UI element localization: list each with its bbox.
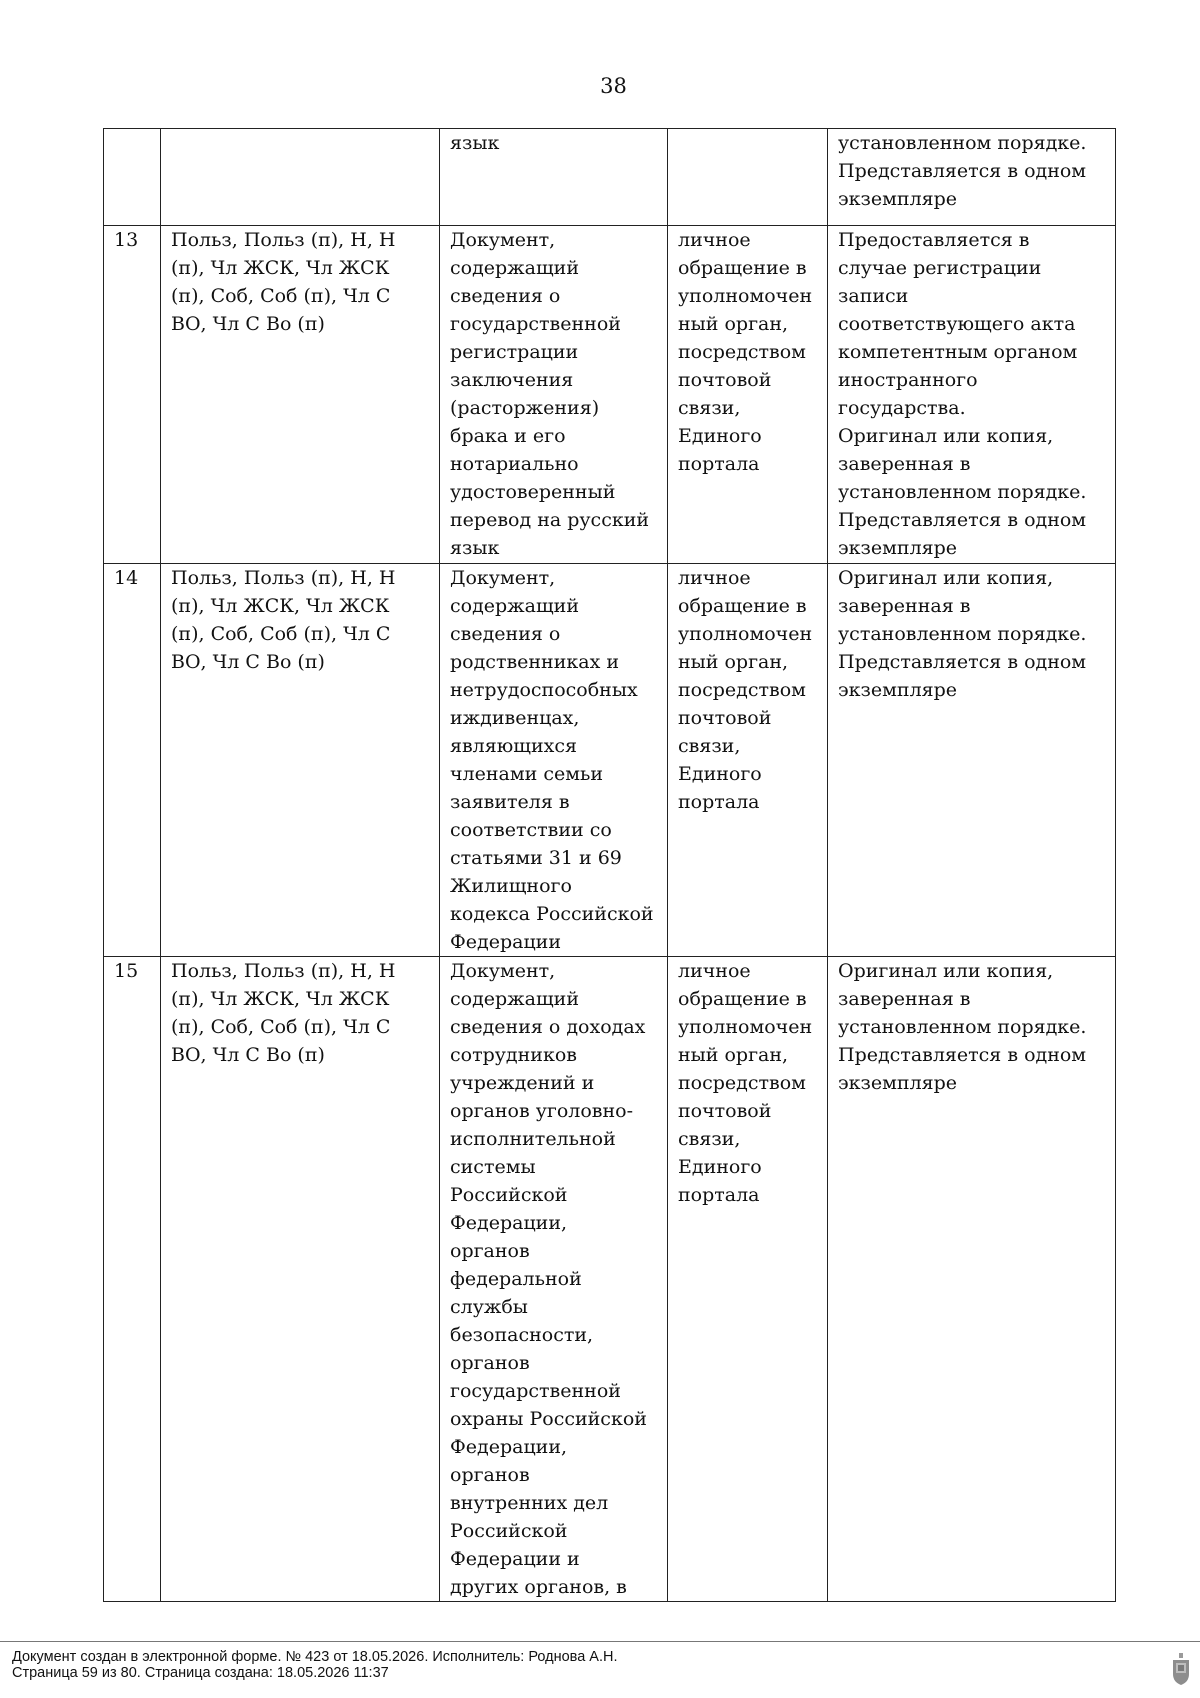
table-row: [104, 226, 1116, 564]
table-row: [104, 957, 1116, 1602]
row-number-cell: [104, 129, 161, 226]
notes-cell: Оригинал или копия, заверенная в установленном порядке. Представляется в одном экземпляре: [828, 957, 1116, 1602]
applicants-cell: [161, 129, 440, 226]
submission-method-cell: личное обращение в уполномочен ный орган, посредством почтовой связи, Единого портала: [668, 226, 828, 564]
footer-document-info: Документ создан в электронной форме. № 423 от 18.05.2026. Исполнитель: Роднова А.Н.: [12, 1649, 618, 1665]
notes-cell: установленном порядке. Представляется в одном экземпляре: [828, 129, 1116, 226]
row-number-cell: 14: [104, 564, 161, 957]
coat-of-arms-icon: [1170, 1652, 1192, 1686]
document-cell: язык: [440, 129, 668, 226]
footer-page-info: Страница 59 из 80. Страница создана: 18.05.2026 11:37: [12, 1665, 389, 1681]
table-row: [104, 564, 1116, 957]
applicants-cell: Польз, Польз (п), Н, Н (п), Чл ЖСК, Чл ЖСК (п), Соб, Соб (п), Чл С ВО, Чл С Во (п): [161, 564, 440, 957]
applicants-cell: Польз, Польз (п), Н, Н (п), Чл ЖСК, Чл ЖСК (п), Соб, Соб (п), Чл С ВО, Чл С Во (п): [161, 226, 440, 564]
document-cell: Документ, содержащий сведения о государственной регистрации заключения (расторжения) брака и его нотариально удостоверенный перевод на русский язык: [440, 226, 668, 564]
submission-method-cell: [668, 129, 828, 226]
page-number: 38: [600, 74, 627, 98]
footer-divider: [0, 1641, 1200, 1642]
submission-method-cell: личное обращение в уполномочен ный орган, посредством почтовой связи, Единого портала: [668, 564, 828, 957]
row-number-cell: 13: [104, 226, 161, 564]
document-cell: Документ, содержащий сведения о родственниках и нетрудоспособных иждивенцах, являющихся членами семьи заявителя в соответствии со статьями 31 и 69 Жилищного кодекса Российской Федерации: [440, 564, 668, 957]
documents-table: [103, 128, 1116, 1602]
submission-method-cell: личное обращение в уполномочен ный орган, посредством почтовой связи, Единого портала: [668, 957, 828, 1602]
table-row: [104, 129, 1116, 226]
notes-cell: Оригинал или копия, заверенная в установленном порядке. Представляется в одном экземпляре: [828, 564, 1116, 957]
document-cell: Документ, содержащий сведения о доходах сотрудников учреждений и органов уголовно- исполнительной системы Российской Федерации, органов федеральной службы безопасности, органов государственной охраны Российской Федерации, органов внутренних дел Российской Федерации и других органов, в: [440, 957, 668, 1602]
row-number-cell: 15: [104, 957, 161, 1602]
notes-cell: Предоставляется в случае регистрации записи соответствующего акта компетентным органом иностранного государства. Оригинал или копия, заверенная в установленном порядке. Представляется в одном экземпляре: [828, 226, 1116, 564]
applicants-cell: Польз, Польз (п), Н, Н (п), Чл ЖСК, Чл ЖСК (п), Соб, Соб (п), Чл С ВО, Чл С Во (п): [161, 957, 440, 1602]
